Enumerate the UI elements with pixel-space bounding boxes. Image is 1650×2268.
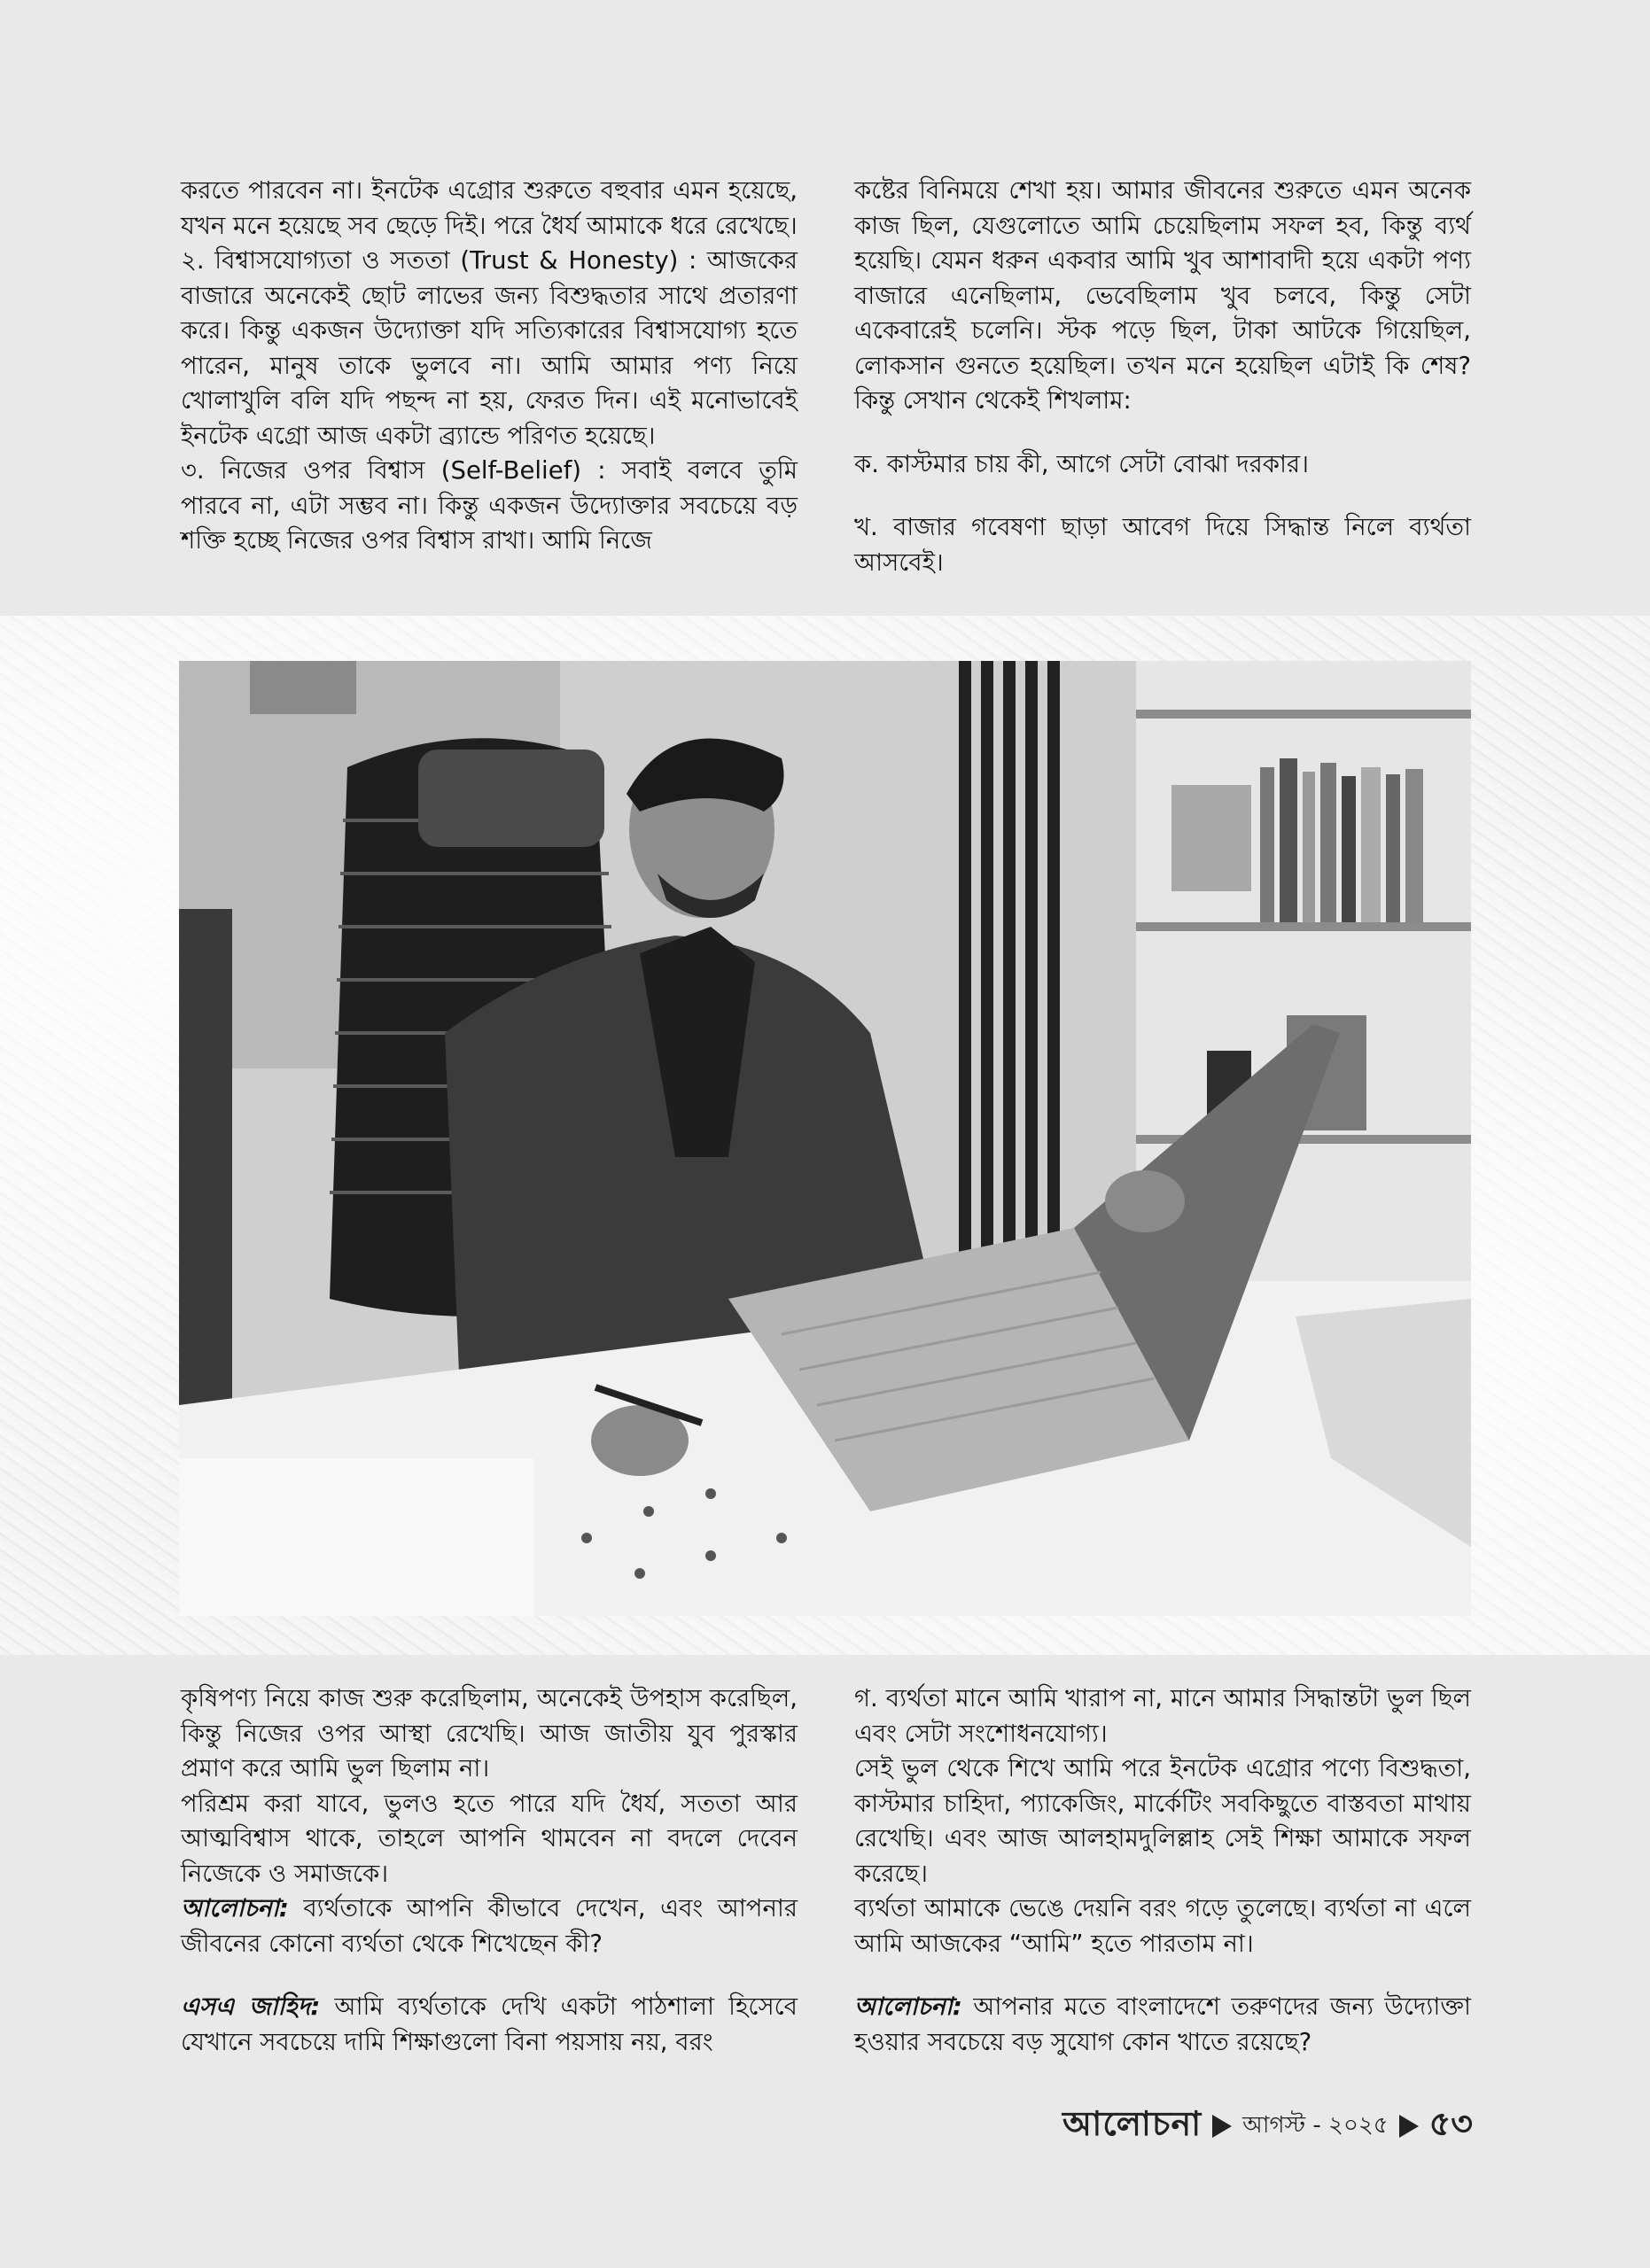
- page-footer: [1062, 2098, 1473, 2155]
- paragraph-self-belief: ৩. নিজের ওপর বিশ্বাস (Self-Belief) : সবাই বলবে তুমি পারবে না, এটা সম্ভব না। কিন্তু একজন উদ্যোক্তার সবচেয়ে বড় শক্তি হচ্ছে নিজের ওপর বিশ্বাস রাখা। আমি নিজে: [181, 456, 798, 555]
- column-bottom-left: [181, 1682, 798, 2060]
- arrow-right-icon: [1399, 2115, 1419, 2138]
- question-text: আপনার মতে বাংলাদেশে তরুণদের জন্য উদ্যোক্তা হওয়ার সবচেয়ে বড় সুযোগ কোন খাতে রয়েছে?: [854, 1992, 1471, 2056]
- paragraph: কষ্টের বিনিময়ে শেখা হয়। আমার জীবনের শুরুতে এমন অনেক কাজ ছিল, যেগুলোতে আমি চেয়েছিলাম সফল হব, কিন্তু ব্যর্থ হয়েছি। যেমন ধরুন একবার আমি খুব আশাবাদী হয়ে একটা পণ্য বাজারে এনেছিলাম, ভেবেছিলাম খুব চলবে, কিন্তু সেটা একেবারেই চলেনি। স্টক পড়ে ছিল, টাকা আটকে গিয়েছিল, লোকসান গুনতে হয়েছিল। তখন মনে হয়েছিল এটাই কি শেষ? কিন্তু সেখান থেকেই শিখলাম:: [854, 176, 1471, 415]
- lesson-item-ka: ক. কাস্টমার চায় কী, আগে সেটা বোঝা দরকার।: [854, 449, 1309, 478]
- issue-date: আগস্ট - ২০২৫: [1242, 2112, 1389, 2139]
- answer-text: আমি ব্যর্থতাকে দেখি একটা পাঠশালা হিসেবে যেখানে সবচেয়ে দামি শিক্ষাগুলো বিনা পয়সায় নয়, বরং: [181, 1992, 798, 2056]
- question-paragraph: [181, 1891, 798, 1961]
- interviewer-label: আলোচনা:: [854, 1992, 962, 2021]
- column-top-right: [854, 174, 1471, 580]
- arrow-right-icon: [1212, 2115, 1232, 2138]
- page-number: ৫৩: [1428, 2104, 1473, 2143]
- question-paragraph: [854, 1990, 1471, 2060]
- question-text: ব্যর্থতাকে আপনি কীভাবে দেখেন, এবং আপনার জীবনের কোনো ব্যর্থতা থেকে শিখেছেন কী?: [181, 1894, 798, 1958]
- paragraph: করতে পারবেন না। ইনটেক এগ্রোর শুরুতে বহুবার এমন হয়েছে, যখন মনে হয়েছে সব ছেড়ে দিই। পরে ধৈর্য আমাকে ধরে রেখেছে।: [181, 176, 798, 240]
- column-bottom-right: [854, 1682, 1471, 2060]
- paragraph: পরিশ্রম করা যাবে, ভুলও হতে পারে যদি ধৈর্য, সততা আর আত্মবিশ্বাস থাকে, তাহলে আপনি থামবেন না বদলে দেবেন নিজেকে ও সমাজকে।: [181, 1789, 798, 1888]
- interviewee-label: এসএ জাহিদ:: [181, 1992, 321, 2021]
- lesson-item-kha: খ. বাজার গবেষণা ছাড়া আবেগ দিয়ে সিদ্ধান্ত নিলে ব্যর্থতা আসবেই।: [854, 513, 1471, 577]
- interviewer-label: আলোচনা:: [181, 1894, 289, 1922]
- column-top-left: [181, 174, 798, 559]
- paragraph: সেই ভুল থেকে শিখে আমি পরে ইনটেক এগ্রোর পণ্যে বিশুদ্ধতা, কাস্টমার চাহিদা, প্যাকেজিং, মার্কেটিং সবকিছুতে বাস্তবতা মাথায় রেখেছি। এবং আজ আলহামদুলিল্লাহ সেই শিক্ষা আমাকে সফল করেছে।: [854, 1754, 1471, 1888]
- paragraph: কৃষিপণ্য নিয়ে কাজ শুরু করেছিলাম, অনেকেই উপহাস করেছিল, কিন্তু নিজের ওপর আস্থা রেখেছি। আজ জাতীয় যুব পুরস্কার প্রমাণ করে আমি ভুল ছিলাম না।: [181, 1684, 798, 1783]
- lesson-item-ga: গ. ব্যর্থতা মানে আমি খারাপ না, মানে আমার সিদ্ধান্তটা ভুল ছিল এবং সেটা সংশোধনযোগ্য।: [854, 1684, 1471, 1748]
- interview-photo: [179, 661, 1471, 1616]
- answer-paragraph: [181, 1990, 798, 2060]
- paragraph: ব্যর্থতা আমাকে ভেঙে দেয়নি বরং গড়ে তুলেছে। ব্যর্থতা না এলে আমি আজকের “আমি” হতে পারতাম না।: [854, 1894, 1471, 1958]
- magazine-masthead: আলোচনা: [1062, 2103, 1202, 2143]
- paragraph-trust-honesty: ২. বিশ্বাসযোগ্যতা ও সততা (Trust & Honesty) : আজকের বাজারে অনেকেই ছোট লাভের জন্য বিশুদ্ধতার সাথে প্রতারণা করে। কিন্তু একজন উদ্যোক্তা যদি সত্যিকারের বিশ্বাসযোগ্য হতে পারেন, মানুষ তাকে ভুলবে না। আমি আমার পণ্য নিয়ে খোলাখুলি বলি যদি পছন্দ না হয়, ফেরত দিন। এই মনোভাবেই ইনটেক এগ্রো আজ একটা ব্র্যান্ডে পরিণত হয়েছে।: [181, 246, 798, 450]
